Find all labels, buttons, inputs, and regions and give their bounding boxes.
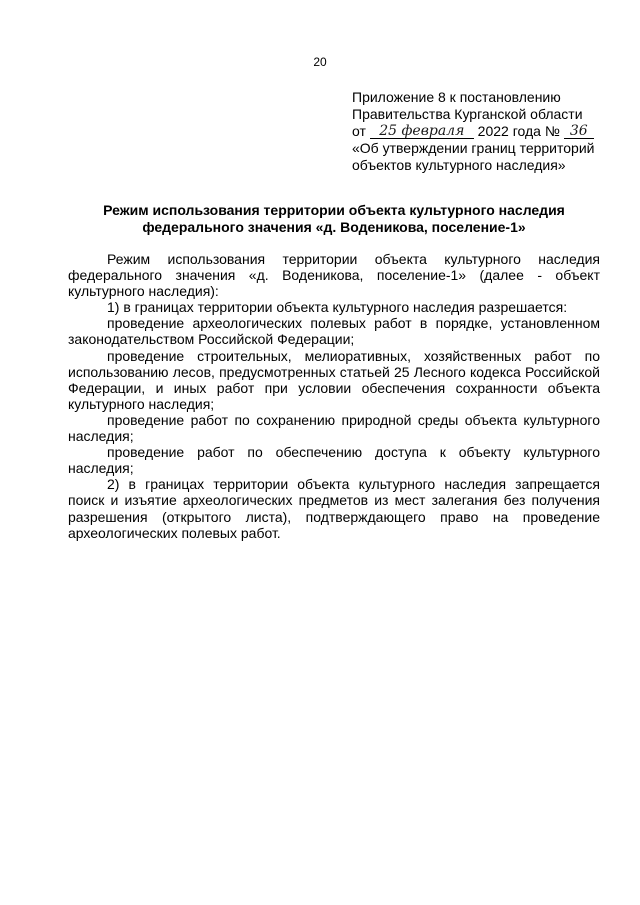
appendix-line-5: объектов культурного наследия» xyxy=(352,157,566,173)
appendix-line-1: Приложение 8 к постановлению xyxy=(352,89,561,105)
paragraph: проведение строительных, мелиоративных, хозяйственных работ по использованию лесов, предусмотренных статьей 25 Лесного кодекса Российской Федерации, и иных работ при условии обеспечения сохранности объекта культурного наследия; xyxy=(68,347,600,412)
document-title xyxy=(68,202,600,236)
appendix-line-2: Правительства Курганской области xyxy=(352,106,583,122)
paragraph: проведение работ по сохранению природной среды объекта культурного наследия; xyxy=(68,411,600,445)
paragraph: 2) в границах территории объекта культурного наследия запрещается поиск и изъятие археологических предметов из мест залегания без получения разрешения (открытого листа), подтверждающего право на проведение археологических полевых работ. xyxy=(68,476,600,541)
year-text: 2022 года № xyxy=(477,123,560,139)
appendix-line-4: «Об утверждении границ территорий xyxy=(352,140,595,156)
paragraph: 1) в границах территории объекта культурного наследия разрешается: xyxy=(107,299,568,316)
document-body xyxy=(68,251,600,541)
handwritten-date: 25 февраля xyxy=(370,124,474,139)
date-prefix: от xyxy=(352,123,366,139)
handwritten-number: 36 xyxy=(564,124,594,139)
title-line-2: федерального значения «д. Воденикова, поселение-1» xyxy=(142,219,526,235)
appendix-date-line xyxy=(352,123,612,140)
title-line-1: Режим использования территории объекта культурного наследия xyxy=(103,202,565,218)
paragraph: проведение работ по обеспечению доступа к объекту культурного наследия; xyxy=(68,444,600,477)
paragraph: Режим использования территории объекта культурного наследия федерального значения «д. Воденикова, поселение-1» (далее - объект культурного наследия): xyxy=(68,251,600,300)
page-number: 20 xyxy=(313,55,327,69)
appendix-header xyxy=(352,89,612,174)
paragraph: проведение археологических полевых работ в порядке, установленном законодательством Российской Федерации; xyxy=(68,315,600,348)
